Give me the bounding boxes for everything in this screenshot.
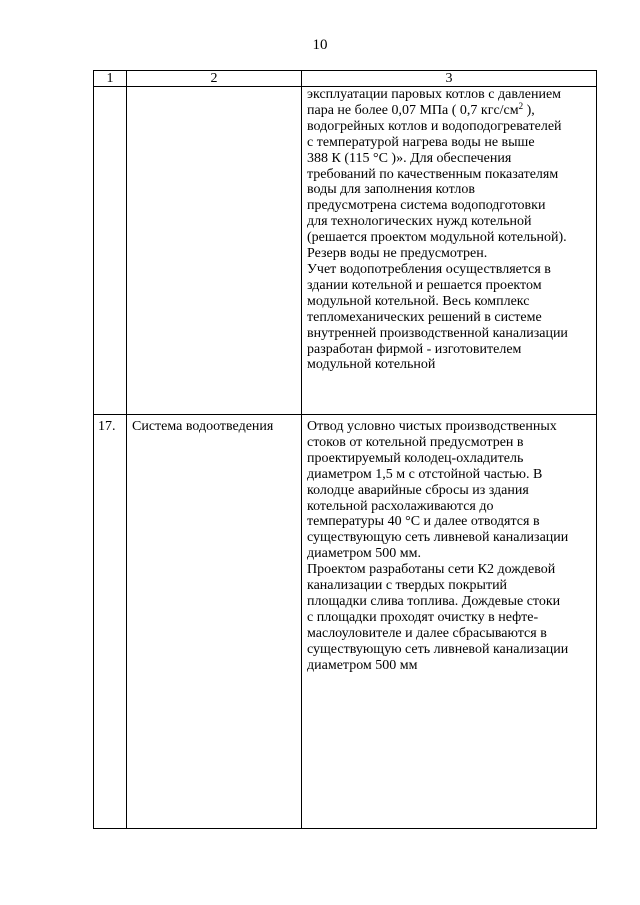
row-name-cell: [127, 87, 302, 415]
text-line: [307, 100, 592, 119]
superscript: 2: [518, 100, 524, 111]
text-line: диаметром 500 мм: [307, 657, 418, 673]
text-line: котельной расхолаживаются до: [307, 498, 494, 514]
text-line: внутренней производственной канализации: [307, 325, 568, 341]
text-line: площадки слива топлива. Дождевые стоки: [307, 593, 561, 609]
text-line: стоков от котельной предусмотрен в: [307, 434, 524, 450]
text-line: для технологических нужд котельной: [307, 214, 532, 230]
text-line: существующую сеть ливневой канализации: [307, 641, 569, 657]
text-fragment: пара не более 0,07 МПа ( 0,7 кгс/см: [307, 102, 519, 118]
row-description: [302, 415, 596, 674]
column-header-1: 1: [94, 71, 127, 87]
text-line: (решается проектом модульной котельной).: [307, 230, 567, 246]
page-number: 10: [312, 37, 328, 53]
text-line: здании котельной и решается проектом: [307, 277, 542, 293]
text-line: предусмотрена система водоподготовки: [307, 198, 546, 214]
text-line: эксплуатации паровых котлов с давлением: [307, 87, 562, 102]
row-description: [302, 87, 596, 373]
row-description-cell: [302, 87, 597, 415]
column-header-3: 3: [302, 71, 597, 87]
row-name-cell: [127, 415, 302, 829]
row-number: 17.: [98, 419, 116, 434]
column-header-2: 2: [127, 71, 302, 87]
text-line: колодце аварийные сбросы из здания: [307, 482, 529, 498]
text-line: разработан фирмой - изготовителем: [307, 341, 522, 357]
text-line: с температурой нагрева воды не выше: [307, 134, 535, 150]
text-line: 388 К (115 °С )». Для обеспечения: [307, 150, 512, 166]
text-line: канализации с твердых покрытий: [307, 578, 508, 594]
text-fragment: ),: [523, 102, 535, 118]
document-table: [93, 70, 597, 829]
text-line: тепломеханических решений в системе: [307, 309, 542, 325]
row-name: Система водоотведения: [132, 419, 274, 434]
text-line: Резерв воды не предусмотрен.: [307, 246, 488, 262]
text-line: требований по качественным показателям: [307, 166, 559, 182]
text-line: диаметром 1,5 м с отстойной частью. В: [307, 466, 543, 482]
row-number-cell: [94, 415, 127, 829]
text-line: маслоуловителе и далее сбрасываются в: [307, 625, 547, 641]
text-line: Отвод условно чистых производственных: [307, 419, 557, 434]
text-line: модульной котельной. Весь комплекс: [307, 293, 530, 309]
text-line: водогрейных котлов и водоподогревателей: [307, 118, 562, 134]
text-line: Проектом разработаны сети К2 дождевой: [307, 562, 556, 578]
row-description-cell: [302, 415, 597, 829]
text-line: существующую сеть ливневой канализации: [307, 530, 569, 546]
text-line: диаметром 500 мм.: [307, 546, 422, 562]
text-line: Учет водопотребления осуществляется в: [307, 261, 551, 277]
table-header-row: [94, 71, 597, 87]
text-line: проектируемый колодец-охладитель: [307, 450, 524, 466]
text-line: модульной котельной: [307, 357, 436, 373]
row-number-cell: [94, 87, 127, 415]
text-line: с площадки проходят очистку в нефте-: [307, 609, 539, 625]
text-line: воды для заполнения котлов: [307, 182, 475, 198]
table-row: [94, 415, 597, 829]
text-line: температуры 40 °С и далее отводятся в: [307, 514, 540, 530]
table-row: [94, 87, 597, 415]
